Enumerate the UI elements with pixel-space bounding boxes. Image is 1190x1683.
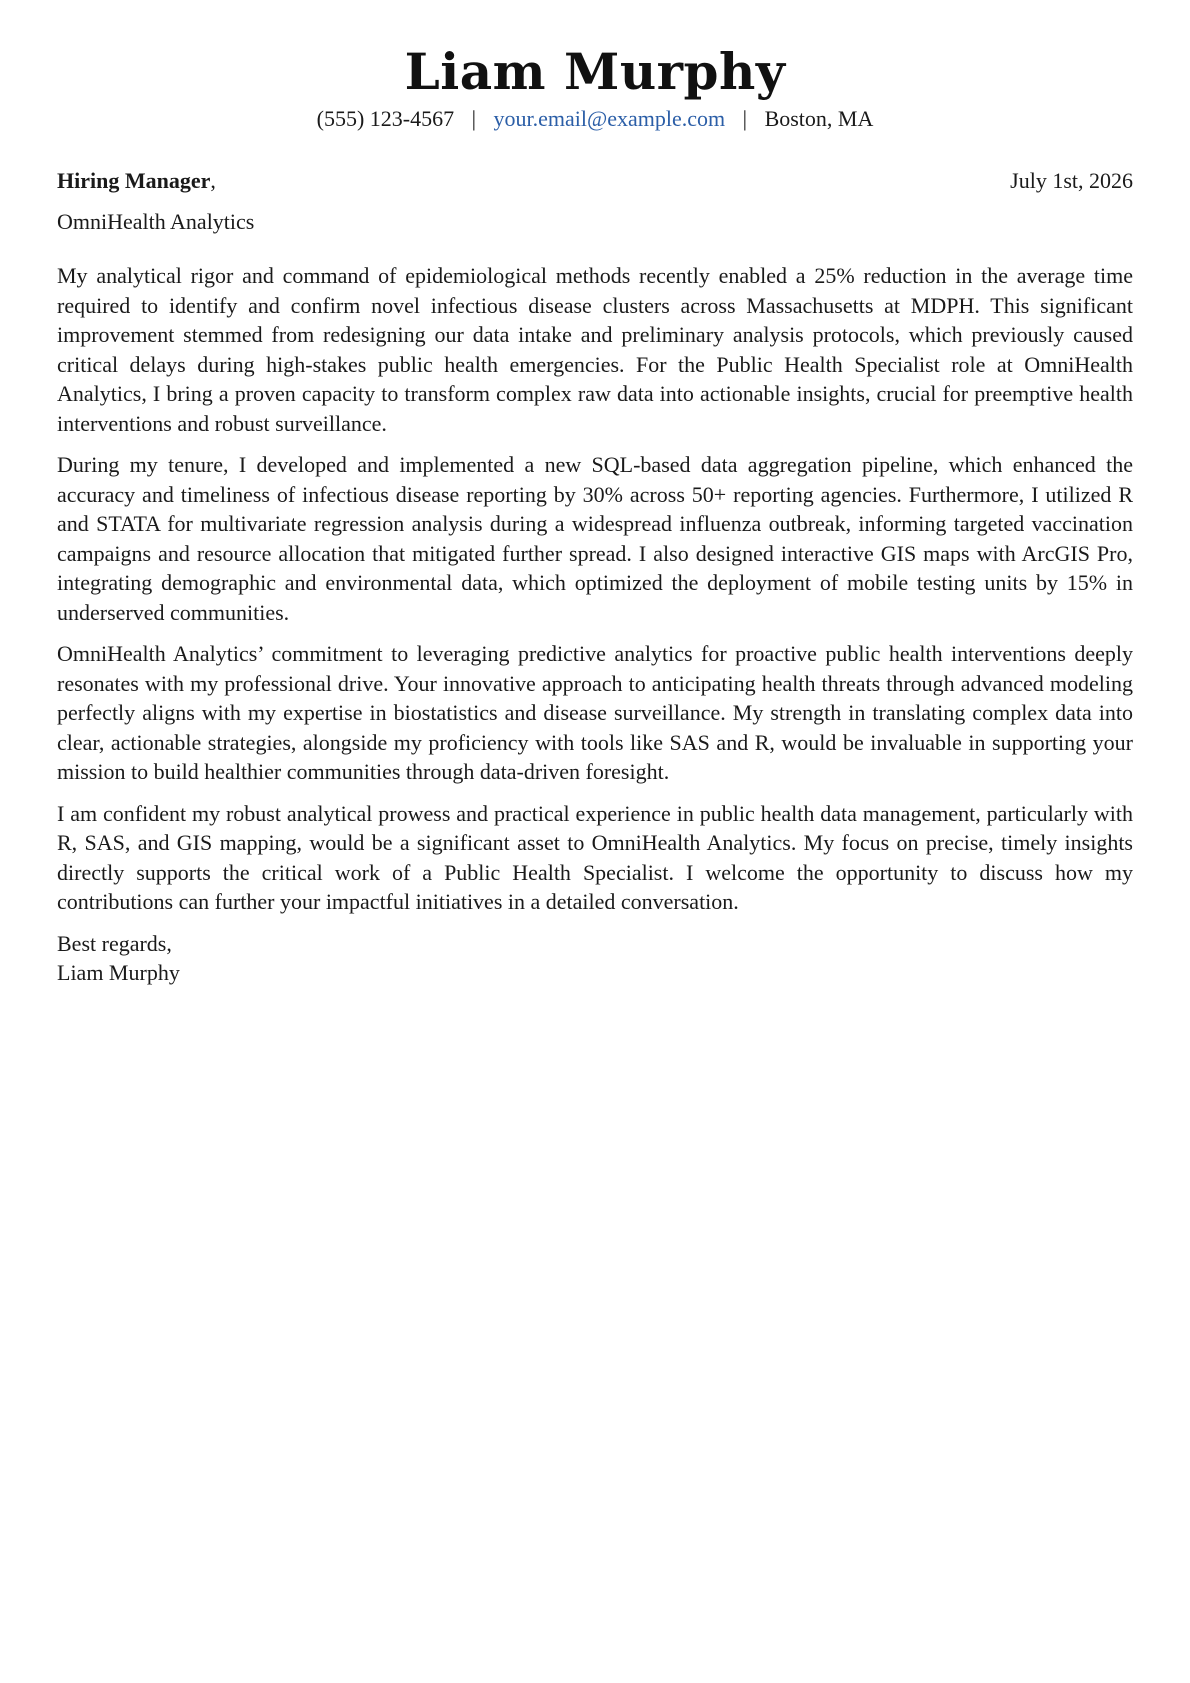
recipient-company: OmniHealth Analytics [57, 209, 255, 234]
body-paragraph: I am confident my robust analytical prowess and practical experience in public health data management, particularly with R, SAS, and GIS mapping, would be a significant asset to OmniHealth Analytics. My focus on precise, timely insights directly supports the critical work of a Public Health Specialist. I welcome the opportunity to discuss how my contributions can further your impactful initiatives in a detailed conversation. [57, 800, 1133, 914]
letter-body [57, 261, 1133, 917]
letter-date: July 1st, 2026 [1010, 168, 1133, 193]
recipient-comma: , [210, 168, 216, 193]
applicant-name: Liam Murphy [404, 42, 786, 101]
recipient-row [57, 166, 1133, 196]
recipient-salutation [57, 166, 216, 196]
phone-number: (555) 123-4567 [316, 106, 455, 131]
contact-separator: | [471, 106, 477, 131]
contact-line [57, 104, 1133, 134]
body-paragraph: My analytical rigor and command of epidemiological methods recently enabled a 25% reduction in the average time required to identify and confirm novel infectious disease clusters across Massachusetts at MDPH. This significant improvement stemmed from redesigning our data intake and preliminary analysis protocols, which previously caused critical delays during high-stakes public health emergencies. For the Public Health Specialist role at OmniHealth Analytics, I bring a proven capacity to transform complex raw data into actionable insights, crucial for preemptive health interventions and robust surveillance. [57, 263, 1133, 436]
letter-closing [57, 929, 1133, 988]
contact-separator: | [742, 106, 748, 131]
recipient-name: Hiring Manager [57, 168, 211, 193]
signature-name: Liam Murphy [57, 960, 180, 985]
body-paragraph: During my tenure, I developed and implemented a new SQL-based data aggregation pipeline, which enhanced the accuracy and timeliness of infectious disease reporting by 30% across 50+ reporting agencies. Furthermore, I utilized R and STATA for multivariate regression analysis during a widespread influenza outbreak, informing targeted vaccination campaigns and resource allocation that mitigated further spread. I also designed interactive GIS maps with ArcGIS Pro, integrating demographic and environmental data, which optimized the deployment of mobile testing units by 15% in underserved communities. [57, 452, 1133, 625]
email-link[interactable]: your.email@example.com [493, 106, 726, 131]
closing-salutation: Best regards, [57, 930, 172, 956]
letter-header [57, 0, 1133, 134]
location: Boston, MA [764, 106, 874, 131]
body-paragraph: OmniHealth Analytics’ commitment to leveraging predictive analytics for proactive public health interventions deeply resonates with my professional drive. Your innovative approach to anticipating health threats through advanced modeling perfectly aligns with my expertise in biostatistics and disease surveillance. My strength in translating complex data into clear, actionable strategies, alongside my proficiency with tools like SAS and R, would be invaluable in supporting your mission to build healthier communities through data-driven foresight. [57, 641, 1133, 784]
